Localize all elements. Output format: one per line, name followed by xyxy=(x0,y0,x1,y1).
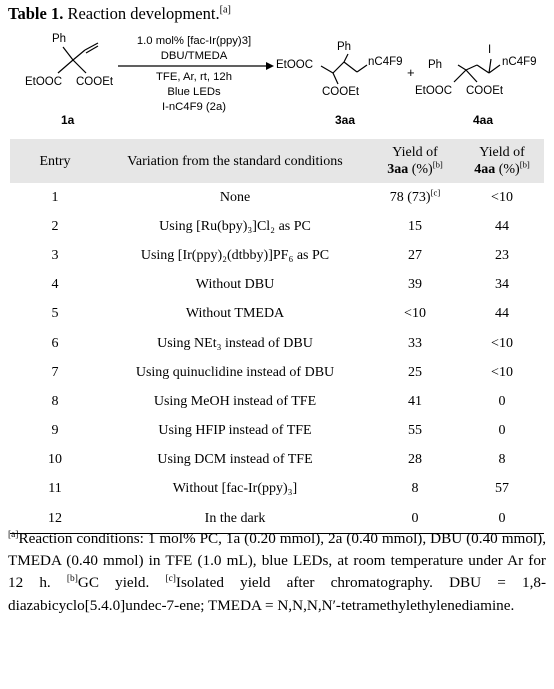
cell-variation xyxy=(100,212,370,241)
cell-yield-3aa xyxy=(370,212,460,241)
table-caption xyxy=(8,4,231,24)
header-yield-3aa xyxy=(370,139,460,183)
cell-variation xyxy=(100,358,370,387)
footnote-c-mark: [c] xyxy=(165,574,176,585)
cell-variation xyxy=(100,387,370,416)
header-variation: Variation from the standard conditions xyxy=(127,153,343,169)
cell-yield-4aa-text: 0 xyxy=(498,423,506,439)
table-row xyxy=(10,446,544,475)
cell-variation-text: In the dark xyxy=(204,510,266,526)
cell-yield-3aa xyxy=(370,358,460,387)
product2-iodo: I xyxy=(488,44,492,56)
cell-entry-text: 3 xyxy=(51,247,59,263)
footnote-b xyxy=(67,574,149,591)
product2-rf: nC4F9 xyxy=(502,56,537,68)
cell-yield-3aa-text: 41 xyxy=(408,393,422,409)
table-row xyxy=(10,475,544,504)
cell-yield-4aa-text: 34 xyxy=(495,277,509,293)
cell-yield-4aa-text: <10 xyxy=(491,189,513,205)
table-row xyxy=(10,358,544,387)
cell-variation-text: Without DBU xyxy=(195,277,275,293)
cell-entry-text: 1 xyxy=(51,189,59,205)
cell-yield-4aa xyxy=(460,271,544,300)
cell-yield-3aa xyxy=(370,475,460,504)
cell-entry-text: 2 xyxy=(51,218,59,234)
cell-yield-4aa xyxy=(460,300,544,329)
header-yield-3aa-compound: 3aa xyxy=(387,162,409,177)
cell-entry xyxy=(10,212,100,241)
reaction-scheme xyxy=(0,28,554,138)
product1-label: 3aa xyxy=(335,113,356,127)
table-row xyxy=(10,271,544,300)
cell-yield-4aa xyxy=(460,417,544,446)
plus-sign: + xyxy=(407,65,415,80)
table-footnotes xyxy=(8,528,546,617)
cell-yield-4aa-text: 8 xyxy=(498,452,506,468)
header-yield-4aa-mark: [b] xyxy=(519,159,530,170)
cell-yield-4aa xyxy=(460,387,544,416)
cell-variation-text: Using HFIP instead of TFE xyxy=(158,423,312,439)
cell-entry-text: 9 xyxy=(51,423,59,439)
cell-entry-text: 4 xyxy=(51,277,59,293)
header-yield-4aa-unit: (%) xyxy=(495,162,520,177)
caption-note-mark: [a] xyxy=(219,4,231,16)
cell-yield-3aa xyxy=(370,329,460,358)
table-row xyxy=(10,183,544,212)
table-row xyxy=(10,387,544,416)
cell-yield-4aa xyxy=(460,329,544,358)
cell-variation xyxy=(100,329,370,358)
cell-yield-3aa-mark: [c] xyxy=(430,186,441,197)
condition-reagent: I-nC4F9 (2a) xyxy=(161,101,227,113)
cell-entry xyxy=(10,241,100,270)
product1-bottom: COOEt xyxy=(322,86,360,98)
cell-yield-4aa xyxy=(460,358,544,387)
cell-entry-text: 7 xyxy=(51,364,59,380)
cell-entry xyxy=(10,475,100,504)
header-yield-3aa-unit: (%) xyxy=(408,162,433,177)
table-body xyxy=(10,183,544,534)
footnote-a-mark: [a] xyxy=(8,529,19,540)
reactant-label: 1a xyxy=(61,113,75,127)
cell-variation-text: Using MeOH instead of TFE xyxy=(153,393,317,409)
cell-variation-text: None xyxy=(219,189,251,205)
product2-left-ester: EtOOC xyxy=(415,85,453,97)
header-yield-4aa xyxy=(460,139,544,183)
cell-yield-3aa-text: 27 xyxy=(408,247,422,263)
cell-yield-3aa xyxy=(370,271,460,300)
cell-yield-4aa xyxy=(460,241,544,270)
cell-variation xyxy=(100,446,370,475)
cell-yield-3aa xyxy=(370,417,460,446)
cell-entry xyxy=(10,417,100,446)
cell-variation xyxy=(100,241,370,270)
cell-entry xyxy=(10,271,100,300)
footnote-c-text: Isolated yield after chromatography. DBU = 1,8-diazabicyclo[5.4.0]undec-7-ene; TMEDA = N,N,N,N′-tetramethylethylenediamine. xyxy=(8,574,547,614)
cell-variation xyxy=(100,417,370,446)
cell-variation-text: Using [Ir(ppy)₂(dtbby)]PF₆ as PC xyxy=(140,247,330,263)
reactant-left-ester: EtOOC xyxy=(25,76,63,88)
footnote-b-mark: [b] xyxy=(66,574,78,585)
header-yield-4aa-compound: 4aa xyxy=(474,162,496,177)
cell-entry xyxy=(10,446,100,475)
table-row xyxy=(10,329,544,358)
cell-yield-3aa xyxy=(370,300,460,329)
condition-light: Blue LEDs xyxy=(167,86,221,98)
cell-variation-text: Using DCM instead of TFE xyxy=(157,452,313,468)
table-row xyxy=(10,241,544,270)
header-yield-3aa-mark: [b] xyxy=(432,159,443,170)
table-label: Table 1. xyxy=(8,4,64,23)
cell-entry xyxy=(10,300,100,329)
cell-variation xyxy=(100,271,370,300)
cell-entry xyxy=(10,387,100,416)
cell-yield-3aa xyxy=(370,387,460,416)
cell-yield-4aa-text: 44 xyxy=(495,218,509,234)
cell-variation-text: Using quinuclidine instead of DBU xyxy=(135,364,335,380)
footnote-a-text: Reaction conditions: 1 mol% PC, 1a (0.20 mmol), 2a (0.40 mmol), DBU (0.40 mmol), TMEDA (0.40 mmol) in TFE (1.0 mL), blue LEDs, at room temperature under Ar for 12 h. xyxy=(8,530,546,592)
condition-solvent: TFE, Ar, rt, 12h xyxy=(156,71,232,83)
cell-variation xyxy=(100,183,370,212)
cell-entry-text: 5 xyxy=(51,306,59,322)
cell-yield-4aa-text: 0 xyxy=(498,510,506,526)
cell-yield-3aa-text: 55 xyxy=(408,423,422,439)
cell-yield-3aa xyxy=(370,183,460,212)
cell-entry xyxy=(10,358,100,387)
cell-yield-3aa-text: 78 (73) xyxy=(389,189,431,205)
footnote-b-text: GC yield. xyxy=(77,574,150,592)
cell-yield-4aa-text: 57 xyxy=(495,481,509,497)
cell-entry-text: 8 xyxy=(51,393,59,409)
cell-entry-text: 6 xyxy=(51,335,59,351)
reactant-right-ester: COOEt xyxy=(76,76,114,88)
header-yield-4aa-line1: Yield of xyxy=(479,145,525,160)
table-row xyxy=(10,417,544,446)
cell-yield-4aa xyxy=(460,475,544,504)
cell-yield-4aa-text: 23 xyxy=(495,247,509,263)
header-yield-3aa-line1: Yield of xyxy=(392,145,438,160)
cell-yield-4aa xyxy=(460,446,544,475)
product2-right-ester: COOEt xyxy=(466,85,504,97)
cell-variation-text: Without [fac-Ir(ppy)₃] xyxy=(172,481,298,497)
cell-yield-3aa-text: 33 xyxy=(408,335,422,351)
product2-label: 4aa xyxy=(473,113,494,127)
cell-entry-text: 12 xyxy=(48,510,62,526)
cell-yield-4aa-text: 0 xyxy=(498,393,506,409)
cell-yield-3aa-text: 28 xyxy=(408,452,422,468)
cell-variation xyxy=(100,475,370,504)
cell-yield-3aa-text: <10 xyxy=(404,306,426,322)
cell-variation xyxy=(100,300,370,329)
product1-rf: nC4F9 xyxy=(368,56,403,68)
reactant-ph: Ph xyxy=(52,33,67,45)
cell-yield-3aa-text: 0 xyxy=(411,510,419,526)
cell-entry-text: 10 xyxy=(48,452,62,468)
cell-yield-3aa-text: 8 xyxy=(411,481,419,497)
cell-variation-text: Using [Ru(bpy)₃]Cl₂ as PC xyxy=(159,218,311,234)
table-row xyxy=(10,212,544,241)
cell-entry-text: 11 xyxy=(48,481,62,497)
cell-yield-3aa xyxy=(370,446,460,475)
cell-yield-4aa-text: 44 xyxy=(495,306,509,322)
cell-variation-text: Without TMEDA xyxy=(185,306,285,322)
cell-yield-4aa-text: <10 xyxy=(491,364,513,380)
cell-yield-3aa-text: 25 xyxy=(408,364,422,380)
cell-entry xyxy=(10,183,100,212)
cell-entry xyxy=(10,329,100,358)
product2-ph: Ph xyxy=(428,59,443,71)
product1-left: EtOOC xyxy=(276,59,314,71)
condition-bases: DBU/TMEDA xyxy=(160,50,228,62)
cell-yield-4aa xyxy=(460,212,544,241)
table-header-row xyxy=(10,139,544,183)
cell-yield-3aa-text: 15 xyxy=(408,218,422,234)
cell-variation-text: Using NEt₃ instead of DBU xyxy=(157,335,313,351)
table-row xyxy=(10,300,544,329)
cell-yield-3aa-text: 39 xyxy=(408,277,422,293)
cell-yield-4aa xyxy=(460,183,544,212)
product1-ph: Ph xyxy=(337,41,352,53)
reaction-table xyxy=(10,139,544,534)
table-title: Reaction development. xyxy=(67,4,220,23)
header-entry: Entry xyxy=(39,153,71,169)
cell-yield-4aa-text: <10 xyxy=(491,335,513,351)
cell-yield-3aa xyxy=(370,241,460,270)
condition-catalyst: 1.0 mol% [fac-Ir(ppy)3] xyxy=(136,35,252,47)
